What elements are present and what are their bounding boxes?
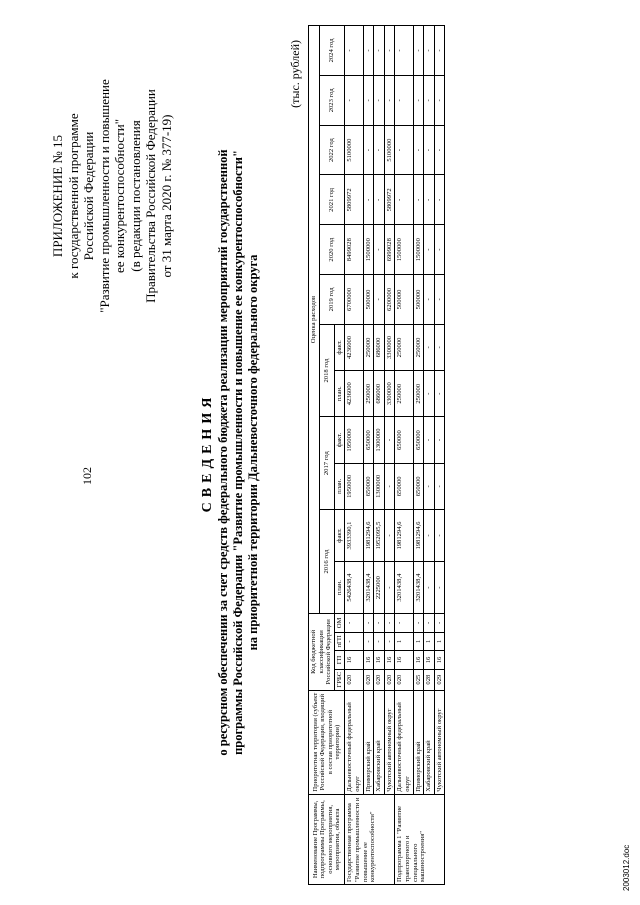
territory-cell: Хабаровский край [424,690,435,794]
value-cell: 1500000 [395,225,413,275]
code-cell: 16 [363,651,374,670]
value-cell: 1950000 [345,417,363,463]
value-cell: - [384,26,395,76]
code-cell: - [413,614,424,633]
value-cell: - [424,371,435,417]
value-cell: - [413,175,424,225]
appendix-header [50,16,174,376]
value-cell: 1981294,6 [395,509,413,561]
territory-cell: Чукотский автономный округ [384,690,395,794]
table-row [345,26,363,885]
title-line: на приоритетной территории Дальневосточного федерального округа [246,254,260,651]
territory-cell: Дальневосточный федеральный округ [345,690,363,794]
value-cell: 3201438,4 [363,562,374,614]
appendix-line: от 31 марта 2020 г. № 377-19) [158,114,174,278]
value-cell: 2225000 [374,562,385,614]
value-cell: - [374,75,385,125]
table-row [434,26,445,885]
code-cell: - [424,614,435,633]
value-cell: 1500000 [363,225,374,275]
budget-table [308,25,445,885]
code-cell: 16 [413,651,424,670]
column-header-fact: факт. [334,324,345,370]
column-header-year: 2023 год [319,75,345,125]
value-cell: - [434,371,445,417]
column-header-fact: факт. [334,417,345,463]
value-cell: - [424,75,435,125]
value-cell: - [374,125,385,175]
value-cell: 3933390,1 [345,509,363,561]
value-cell: 650000 [363,463,374,509]
value-cell: 6700000 [345,275,363,325]
value-cell: - [424,463,435,509]
territory-cell: Хабаровский край [374,690,385,794]
value-cell: - [434,324,445,370]
title-line: о ресурсном обеспечении за счет средств федерального бюджета реализации мероприятий государственной [216,149,230,756]
value-cell: 3300000 [384,371,395,417]
units-label: (тыс. рублей) [288,40,302,108]
value-cell: - [363,175,374,225]
code-cell: 1 [434,632,445,651]
territory-cell: Дальневосточный федеральный округ [395,690,413,794]
table-row [374,26,385,885]
value-cell: 1500000 [413,225,424,275]
column-header-estimate: Оценка расходов [309,26,320,614]
value-cell: 500000 [395,275,413,325]
value-cell: 500000 [363,275,374,325]
table-row [363,26,374,885]
value-cell: - [384,75,395,125]
column-header-year: 2024 год [319,26,345,76]
value-cell: 8499028 [345,225,363,275]
value-cell: - [363,125,374,175]
appendix-line: "Развитие промышленности и повышение [96,79,112,313]
document-title [216,60,261,845]
value-cell: - [413,26,424,76]
value-cell: 500000 [413,275,424,325]
code-cell: 16 [424,651,435,670]
value-cell: 3201438,4 [413,562,424,614]
code-cell: 16 [345,651,363,670]
value-cell: - [434,225,445,275]
value-cell: 1300000 [374,463,385,509]
column-header-year: 2021 год [319,175,345,225]
value-cell: 1950000 [345,463,363,509]
appendix-line: к государственной программе [65,113,81,279]
value-cell: - [424,509,435,561]
column-header-plan: план. [334,562,345,614]
column-header-year: 2017 год [319,417,334,510]
value-cell: - [374,225,385,275]
table-row [413,26,424,885]
territory-cell: Приморский край [413,690,424,794]
code-cell: - [363,614,374,633]
code-cell: 16 [384,651,395,670]
value-cell: 5100000 [345,125,363,175]
value-cell: 650000 [413,463,424,509]
code-cell: - [345,632,363,651]
value-cell: 4236000 [345,371,363,417]
value-cell: 650000 [363,417,374,463]
value-cell: 5809972 [384,175,395,225]
value-cell: - [424,175,435,225]
file-name: 2003012.doc [622,844,631,891]
code-cell: 025 [413,669,424,690]
appendix-line: Правительства Российской Федерации [143,89,158,303]
code-cell: 020 [384,669,395,690]
column-header-year: 2018 год [319,324,334,417]
code-cell: 16 [434,651,445,670]
code-cell: 1 [413,632,424,651]
value-cell: 650000 [395,417,413,463]
code-cell: 020 [395,669,413,690]
column-header-budget-code: Код бюджетной классификации Российской Федерации [309,614,335,690]
document-heading: СВЕДЕНИЯ [200,392,215,513]
column-header-year: 2019 год [319,275,345,325]
value-cell: - [395,75,413,125]
value-cell: 3201438,4 [395,562,413,614]
column-header-code-part: ГРБС [334,669,345,690]
value-cell: - [363,26,374,76]
value-cell: 5426438,4 [345,562,363,614]
value-cell: - [363,75,374,125]
value-cell: 1300000 [374,417,385,463]
value-cell: - [434,417,445,463]
value-cell: - [434,509,445,561]
code-cell: 1 [424,632,435,651]
value-cell: 6999028 [384,225,395,275]
value-cell: - [384,509,395,561]
program-name-cell: Подпрограмма 1 "Развитие транспортного и специального машиностроения" [395,794,445,884]
value-cell: 686000 [374,324,385,370]
title-line: программы Российской Федерации "Развитие промышленности и повышение ее конкурентоспособности" [231,150,245,755]
code-cell: - [434,614,445,633]
value-cell: - [434,175,445,225]
value-cell: - [384,417,395,463]
value-cell: - [374,175,385,225]
code-cell: - [395,614,413,633]
appendix-line: ее конкурентоспособности" [112,118,127,274]
value-cell: 250000 [363,324,374,370]
value-cell: 686000 [374,371,385,417]
column-header-year: 2016 год [319,509,334,613]
value-cell: 3300000 [384,324,395,370]
value-cell: - [434,463,445,509]
appendix-line: (в редакции постановления [127,120,143,272]
program-name-cell: Государственная программа "Развитие промышленности и повышение ее конкурентоспособности" [345,794,395,884]
territory-cell: Приморский край [363,690,374,794]
column-header-code-part: пГП [334,632,345,651]
appendix-line: ПРИЛОЖЕНИЕ № 15 [50,134,65,258]
code-cell: - [374,614,385,633]
table-row [395,26,413,885]
code-cell: 020 [345,669,363,690]
value-cell: 250000 [363,371,374,417]
value-cell: 250000 [395,324,413,370]
value-cell: - [345,26,363,76]
column-header-fact: факт. [334,509,345,561]
code-cell: 1 [395,632,413,651]
value-cell: 1981294,6 [363,509,374,561]
column-header-name: Наименование Программы, подпрограммы Программы, основного мероприятия, мероприятия, объекта [309,794,345,884]
code-cell: 028 [424,669,435,690]
value-cell: 250000 [413,371,424,417]
value-cell: 1981294,6 [413,509,424,561]
value-cell: 250000 [395,371,413,417]
value-cell: - [424,324,435,370]
code-cell: 16 [374,651,385,670]
column-header-year: 2020 год [319,225,345,275]
code-cell: - [345,614,363,633]
value-cell: 4236000 [345,324,363,370]
value-cell: 650000 [395,463,413,509]
value-cell: - [424,562,435,614]
code-cell: - [374,632,385,651]
code-cell: 029 [434,669,445,690]
code-cell: - [384,632,395,651]
column-header-territory: Приоритетная территория (субъект Российской Федерации, входящий в состав приоритетной территории) [309,690,345,794]
code-cell: 020 [363,669,374,690]
value-cell: - [345,75,363,125]
value-cell: - [434,125,445,175]
value-cell: - [374,26,385,76]
value-cell: - [395,125,413,175]
table-row [384,26,395,885]
column-header-plan: план. [334,371,345,417]
value-cell: - [384,463,395,509]
value-cell: - [395,26,413,76]
column-header-year: 2022 год [319,125,345,175]
value-cell: - [434,26,445,76]
value-cell: 5100000 [384,125,395,175]
value-cell: - [384,562,395,614]
column-header-plan: план. [334,463,345,509]
value-cell: - [424,225,435,275]
value-cell: - [395,175,413,225]
value-cell: 6200000 [384,275,395,325]
column-header-code-part: ГП [334,651,345,670]
territory-cell: Чукотский автономный округ [434,690,445,794]
value-cell: - [434,275,445,325]
value-cell: - [434,75,445,125]
value-cell: - [424,125,435,175]
value-cell: 5809972 [345,175,363,225]
page-number: 102 [80,467,94,485]
value-cell: - [434,562,445,614]
code-cell: - [384,614,395,633]
code-cell: - [363,632,374,651]
value-cell: - [424,417,435,463]
table-row [424,26,435,885]
value-cell: - [424,275,435,325]
appendix-line: Российской Федерации [81,131,96,261]
value-cell: 250000 [413,324,424,370]
code-cell: 16 [395,651,413,670]
value-cell: - [374,275,385,325]
value-cell: - [424,26,435,76]
value-cell: 1952095,5 [374,509,385,561]
code-cell: 020 [374,669,385,690]
value-cell: 650000 [413,417,424,463]
column-header-code-part: ОМ [334,614,345,633]
value-cell: - [413,75,424,125]
value-cell: - [413,125,424,175]
